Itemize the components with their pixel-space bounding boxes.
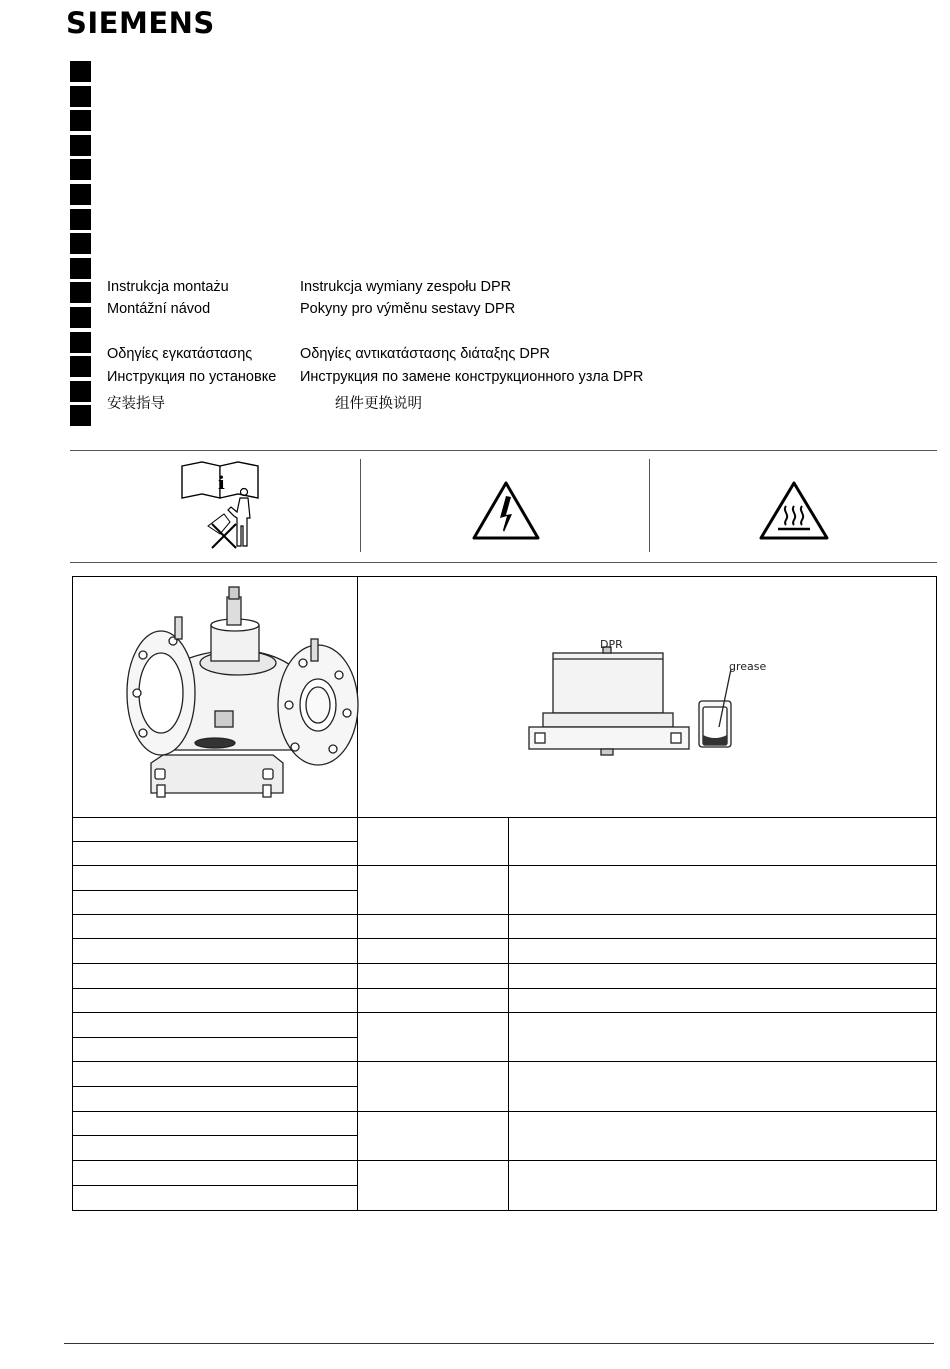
language-title: 安装指导 [107, 396, 165, 412]
svg-text:i: i [218, 473, 225, 494]
dpr-label: DPR [600, 638, 623, 651]
dpr-assembly-illustration [523, 639, 763, 759]
language-subtitle: 组件更换说明 [335, 396, 422, 412]
language-marker [70, 307, 91, 328]
table-row-separator [73, 938, 936, 939]
language-subtitle: Οδηγίες αντικατάστασης διάταξης DPR [300, 346, 550, 362]
table-subrow-separator [73, 1185, 357, 1186]
language-row-greek [107, 346, 550, 362]
language-marker [70, 209, 91, 230]
table-row-separator [73, 1061, 936, 1062]
table-row-separator [73, 914, 936, 915]
language-subtitle: Инструкция по замене конструкционного узла DPR [300, 369, 644, 385]
table-subrow-separator [73, 890, 357, 891]
electrical-hazard-icon [471, 480, 541, 542]
language-row-polish [107, 279, 512, 295]
language-title: Инструкция по установке [107, 369, 277, 385]
language-row-czech [107, 301, 516, 317]
language-subtitle: Instrukcja wymiany zespołu DPR [300, 279, 512, 295]
table-subrow-separator [73, 1086, 357, 1087]
table-row-separator [73, 1160, 936, 1161]
language-marker [70, 86, 91, 107]
language-marker [70, 258, 91, 279]
language-marker [70, 61, 91, 82]
table-column-divider [357, 817, 358, 1211]
language-row-russian [107, 369, 644, 385]
table-column-divider [508, 817, 509, 1211]
siemens-logo: SIEMENS [66, 6, 215, 40]
language-subtitle: Pokyny pro výměnu sestavy DPR [300, 301, 516, 317]
table-row-separator [73, 963, 936, 964]
language-title: Instrukcja montażu [107, 279, 229, 295]
table-row-separator [73, 1111, 936, 1112]
warning-divider [360, 459, 361, 552]
language-marker [70, 135, 91, 156]
language-marker [70, 184, 91, 205]
warning-divider [649, 459, 650, 552]
language-marker [70, 381, 91, 402]
table-subrow-separator [73, 841, 357, 842]
language-title: Οδηγίες εγκατάστασης [107, 346, 253, 362]
warning-strip-top-rule [70, 450, 937, 451]
figure-bottom-rule [73, 817, 936, 818]
table-row-separator [73, 988, 936, 989]
footer-rule [64, 1343, 934, 1344]
language-marker [70, 110, 91, 131]
language-marker [70, 233, 91, 254]
language-marker [70, 159, 91, 180]
language-row-chinese [107, 392, 422, 413]
grease-label: grease [729, 660, 767, 673]
language-marker [70, 282, 91, 303]
language-marker [70, 332, 91, 353]
hot-surface-icon [758, 480, 830, 542]
table-subrow-separator [73, 1037, 357, 1038]
language-marker [70, 405, 91, 426]
read-instructions-icon [180, 458, 260, 552]
table-subrow-separator [73, 1135, 357, 1136]
language-title: Montážní návod [107, 301, 211, 317]
language-marker-column [70, 61, 91, 430]
language-marker [70, 356, 91, 377]
warning-strip-bottom-rule [70, 562, 937, 563]
table-row-separator [73, 865, 936, 866]
parts-box [72, 576, 937, 1211]
valve-illustration [103, 585, 363, 811]
table-row-separator [73, 1012, 936, 1013]
